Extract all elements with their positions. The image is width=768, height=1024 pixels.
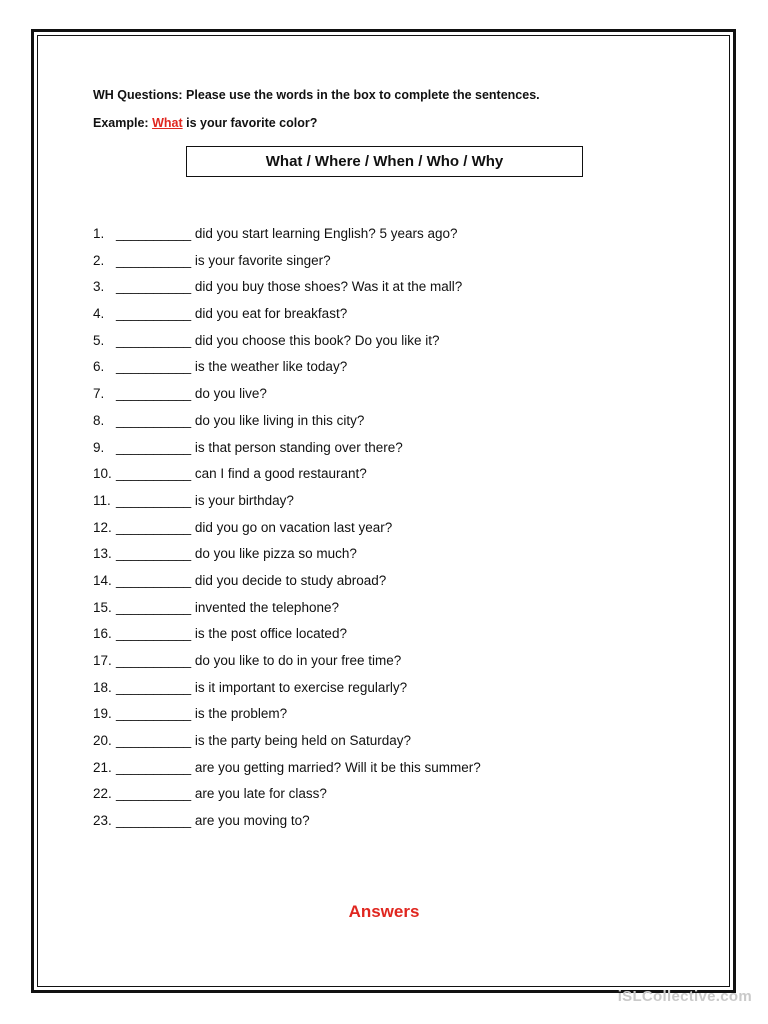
answer-blank[interactable]: __________ <box>116 439 192 455</box>
question-item <box>93 678 481 705</box>
question-text: is your favorite singer? <box>194 252 331 268</box>
question-number: 12. <box>93 519 112 535</box>
question-number: 16. <box>93 626 112 642</box>
question-item <box>93 571 481 598</box>
question-text: are you moving to? <box>194 813 310 829</box>
question-item <box>93 251 481 278</box>
word-bank-box <box>186 146 583 177</box>
word-bank-text: What / Where / When / Who / Why <box>265 153 504 170</box>
question-list <box>93 224 481 838</box>
question-item <box>93 598 481 625</box>
answer-blank[interactable]: __________ <box>116 786 192 802</box>
answer-blank[interactable]: __________ <box>116 572 192 588</box>
question-number: 10. <box>93 466 112 482</box>
question-text: is the post office located? <box>194 626 347 642</box>
answer-blank[interactable]: __________ <box>116 306 192 322</box>
question-number: 19. <box>93 706 112 722</box>
answer-blank[interactable]: __________ <box>116 546 192 562</box>
question-item <box>93 518 481 545</box>
question-number: 9. <box>93 439 105 455</box>
question-text: did you go on vacation last year? <box>194 519 393 535</box>
question-number: 17. <box>93 653 112 668</box>
example-suffix: is your favorite color? <box>182 116 318 130</box>
question-text: is the problem? <box>194 706 288 722</box>
question-number: 14. <box>93 572 112 588</box>
question-item <box>93 731 481 758</box>
question-text: is your birthday? <box>194 492 294 508</box>
answer-blank[interactable]: __________ <box>116 492 192 508</box>
question-text: did you eat for breakfast? <box>194 306 348 322</box>
question-number: 3. <box>93 279 105 295</box>
answer-blank[interactable]: __________ <box>116 653 192 668</box>
question-item <box>93 277 481 304</box>
question-text: can I find a good restaurant? <box>194 466 367 482</box>
question-number: 2. <box>93 252 105 268</box>
question-text: did you buy those shoes? Was it at the mall? <box>194 279 463 295</box>
question-item <box>93 438 481 465</box>
answer-blank[interactable]: __________ <box>116 519 192 535</box>
question-item <box>93 651 481 678</box>
question-item <box>93 624 481 651</box>
question-number: 22. <box>93 786 112 802</box>
question-text: are you getting married? Will it be this summer? <box>194 759 481 775</box>
answer-blank[interactable]: __________ <box>116 759 192 775</box>
question-text: are you late for class? <box>194 786 327 802</box>
question-number: 4. <box>93 306 105 322</box>
question-number: 18. <box>93 679 112 695</box>
question-item <box>93 704 481 731</box>
question-text: do you like pizza so much? <box>194 546 357 562</box>
question-text: is that person standing over there? <box>194 439 403 455</box>
question-item <box>93 224 481 251</box>
question-text: do you like living in this city? <box>194 412 365 428</box>
question-item <box>93 544 481 571</box>
answer-blank[interactable]: __________ <box>116 679 192 695</box>
question-item <box>93 464 481 491</box>
answer-blank[interactable]: __________ <box>116 626 192 642</box>
question-number: 11. <box>93 492 111 508</box>
answers-heading: Answers <box>348 902 420 921</box>
question-number: 21. <box>93 759 112 775</box>
question-item <box>93 357 481 384</box>
question-number: 20. <box>93 733 112 749</box>
answer-blank[interactable]: __________ <box>116 412 192 428</box>
answer-blank[interactable]: __________ <box>116 706 192 722</box>
answer-blank[interactable]: __________ <box>116 359 192 375</box>
question-number: 23. <box>93 813 112 829</box>
question-text: do you live? <box>194 386 267 402</box>
answer-blank[interactable]: __________ <box>116 466 192 482</box>
question-item <box>93 304 481 331</box>
answer-blank[interactable]: __________ <box>116 332 192 348</box>
question-text: is it important to exercise regularly? <box>194 679 408 695</box>
question-text: invented the telephone? <box>194 599 339 615</box>
question-item <box>93 758 481 785</box>
question-item <box>93 784 481 811</box>
answer-blank[interactable]: __________ <box>116 733 192 749</box>
question-number: 15. <box>93 599 112 615</box>
question-item <box>93 491 481 518</box>
question-text: did you choose this book? Do you like it? <box>194 332 440 348</box>
question-text: is the weather like today? <box>194 359 348 375</box>
question-item <box>93 384 481 411</box>
answer-blank[interactable]: __________ <box>116 813 192 829</box>
question-number: 13. <box>93 546 112 562</box>
instructions-text: WH Questions: Please use the words in the box to complete the sentences. <box>93 88 540 102</box>
question-text: did you start learning English? 5 years ago? <box>194 226 458 241</box>
answer-blank[interactable]: __________ <box>116 226 192 241</box>
example-prefix: Example: <box>93 116 153 130</box>
answer-blank[interactable]: __________ <box>116 279 192 295</box>
watermark: iSLCollective.com <box>617 988 752 1005</box>
question-number: 8. <box>93 412 105 428</box>
example-answer-word: What <box>152 116 183 130</box>
question-number: 1. <box>93 226 105 241</box>
question-item <box>93 811 481 838</box>
answer-blank[interactable]: __________ <box>116 252 192 268</box>
question-number: 6. <box>93 359 105 375</box>
question-text: do you like to do in your free time? <box>194 653 402 668</box>
question-number: 5. <box>93 332 105 348</box>
question-item <box>93 411 481 438</box>
question-item <box>93 331 481 358</box>
answer-blank[interactable]: __________ <box>116 386 192 402</box>
example-sentence <box>93 116 317 130</box>
answer-blank[interactable]: __________ <box>116 599 192 615</box>
question-number: 7. <box>93 386 105 402</box>
question-text: is the party being held on Saturday? <box>194 733 412 749</box>
question-text: did you decide to study abroad? <box>194 572 387 588</box>
